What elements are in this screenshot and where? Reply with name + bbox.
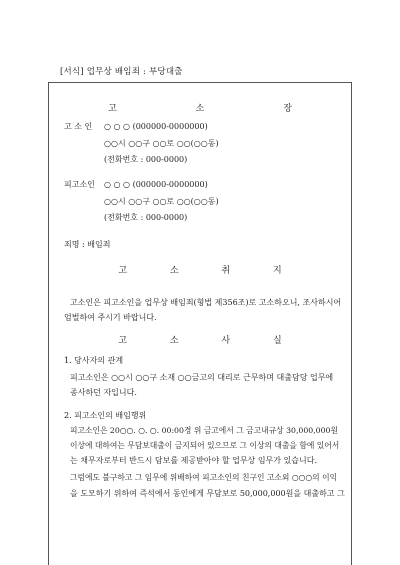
section-body-line: 이상에 대하여는 무담보대출이 금지되어 있으므로 그 이상의 대출을 함에 있어서: [70, 441, 340, 450]
section-body-line: 는 채무자로부터 반드시 담보를 제공받아야 할 업무상 임무가 있습니다.: [70, 456, 317, 465]
section-title: 1. 당사자의 관계: [64, 356, 124, 365]
purpose-heading: 고 소 취 지: [118, 266, 302, 276]
defendant-name: ○ ○ ○ (000000-0000000): [104, 180, 208, 189]
defendant-label: 피고소인: [64, 180, 95, 189]
complainant-label: 고 소 인: [64, 122, 93, 131]
defendant-address: ○○시 ○○구 ○○로 ○○(○○동): [104, 196, 219, 206]
section-body-line: 피고소인은 20○○. ○. ○. 00:00경 위 금고에서 그 금고내규상 30,000,000원: [70, 426, 338, 435]
complaint-document: [48, 82, 352, 565]
charge-line: 죄명 : 배임죄: [64, 240, 111, 249]
section-body-line: 피고소인은 ○○시 ○○구 소재 ○○금고의 대리로 근무하며 대출담당 업무에: [70, 373, 334, 382]
section-body-line: 을 도모하기 위하여 즉석에서 동인에게 무담보로 50,000,000원을 대출하고 그: [70, 489, 345, 498]
section-body-line: 그럼에도 불구하고 그 임무에 위배하여 피고소인의 친구인 고소외 ○○○의 이익: [70, 473, 338, 482]
section-title: 2. 피고소인의 배임행위: [64, 411, 147, 420]
complainant-block: [64, 119, 219, 169]
complainant-name: ○ ○ ○ (000000-0000000): [104, 122, 208, 131]
defendant-phone: (전화번호 : 000-0000): [104, 213, 188, 222]
complainant-address: ○○시 ○○구 ○○로 ○○(○○동): [104, 138, 219, 148]
defendant-block: [64, 177, 219, 227]
complainant-phone: (전화번호 : 000-0000): [104, 155, 188, 164]
facts-heading: 고 소 사 실: [118, 336, 302, 346]
purpose-line: 엄벌하여 주시기 바랍니다.: [64, 313, 157, 322]
purpose-line: 고소인은 피고소인을 업무상 배임죄(형법 제356조)로 고소하오니, 조사하시어: [70, 298, 342, 307]
form-label: [서식] 업무상 배임죄 : 부당대출: [60, 67, 183, 77]
section-body-line: 종사하던 자입니다.: [70, 388, 137, 397]
document-title: 고 소 장: [108, 104, 330, 114]
